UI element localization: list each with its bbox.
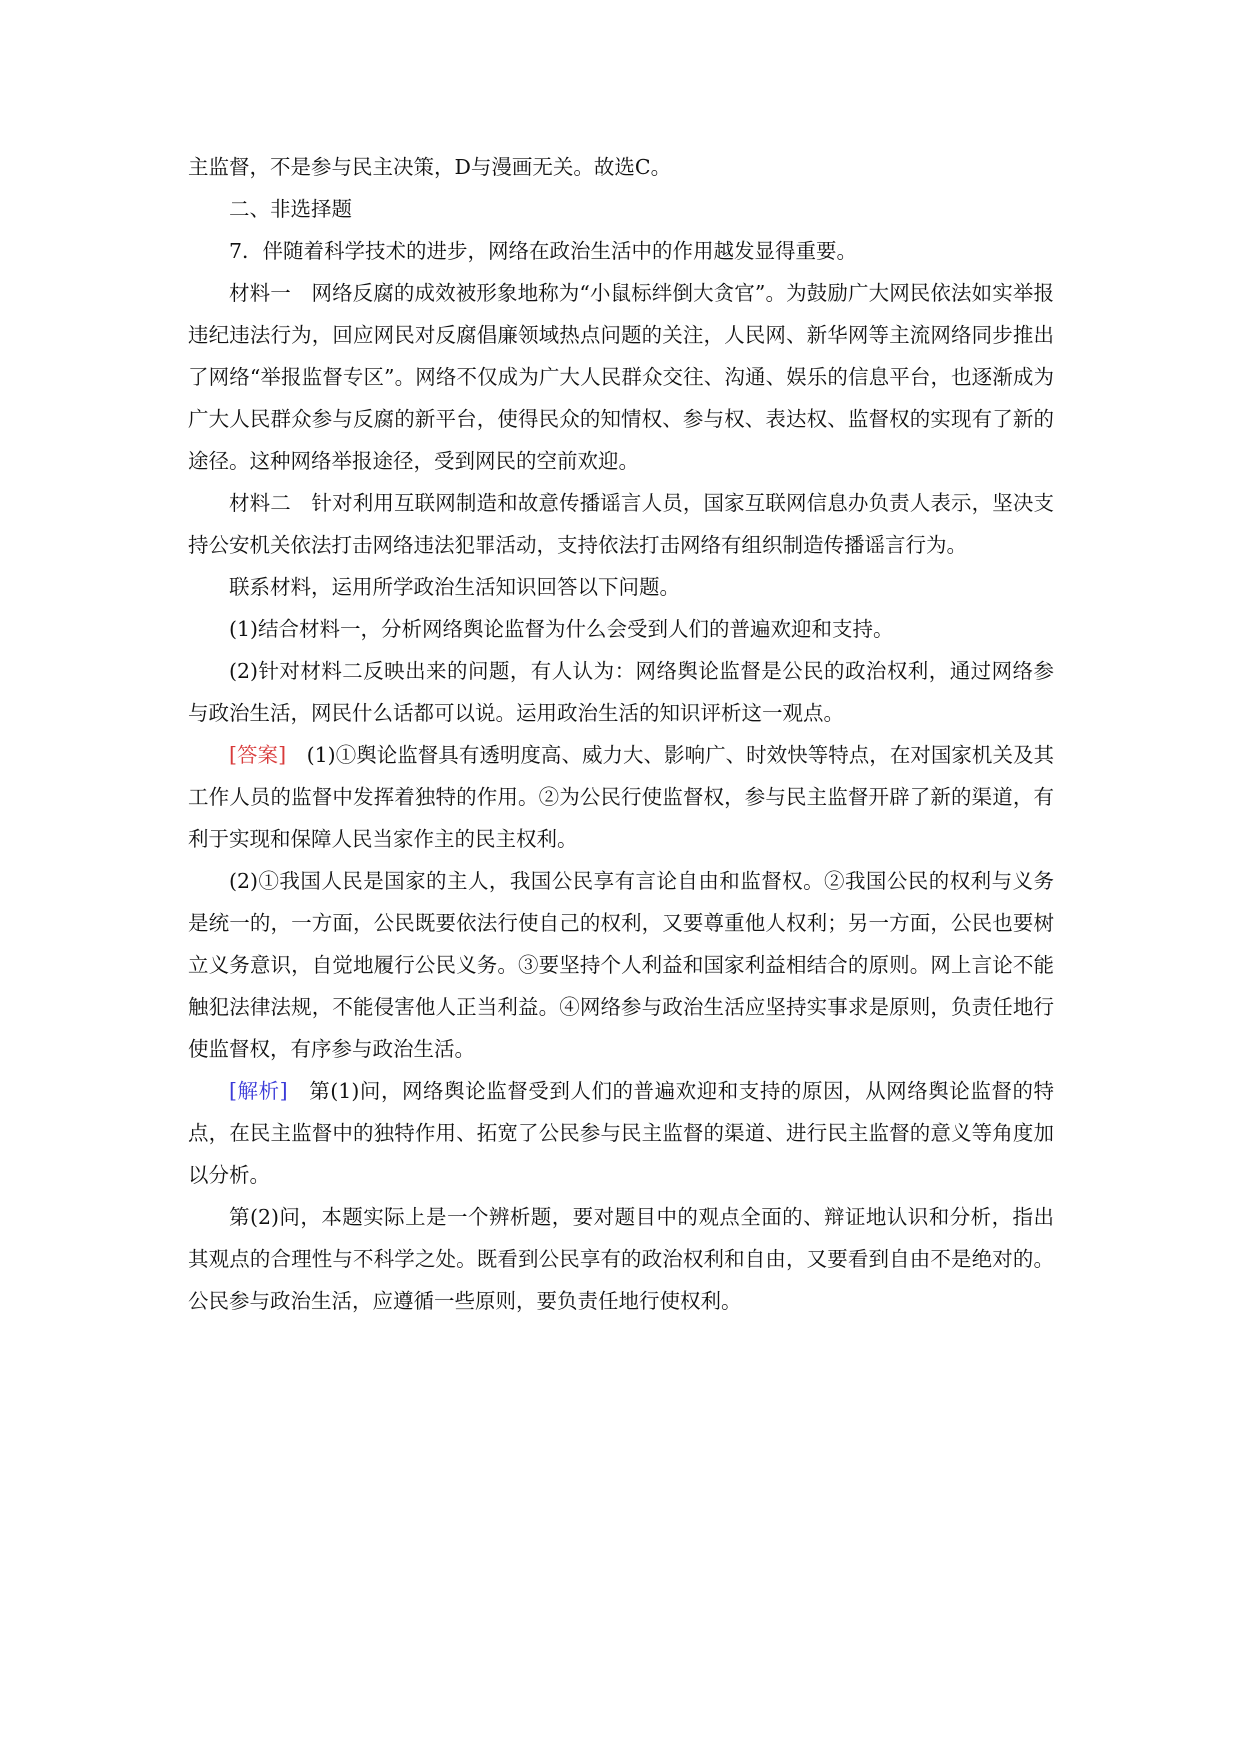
answer-text-1: (1)①舆论监督具有透明度高、威力大、影响广、时效快等特点，在对国家机关及其工作人员的监督中发挥着独特的作用。②为公民行使监督权，参与民主监督开辟了新的渠道，有利于实现和保障人民当家作主的民主权利。: [188, 743, 1054, 851]
analysis-tag: [解析]: [229, 1079, 288, 1103]
sub-question-1: (1)结合材料一，分析网络舆论监督为什么会受到人们的普遍欢迎和支持。: [229, 617, 894, 641]
section-heading: 二、非选择题: [229, 197, 352, 221]
question-7-stem: 7．伴随着科学技术的进步，网络在政治生活中的作用越发显得重要。: [229, 239, 858, 263]
analysis-paragraph-1: [188, 1070, 1054, 1196]
analysis-text-1: 第(1)问，网络舆论监督受到人们的普遍欢迎和支持的原因，从网络舆论监督的特点，在民主监督中的独特作用、拓宽了公民参与民主监督的渠道、进行民主监督的意义等角度加以分析。: [188, 1079, 1054, 1187]
sub-question-2: (2)针对材料二反映出来的问题，有人认为：网络舆论监督是公民的政治权利，通过网络参与政治生活，网民什么话都可以说。运用政治生活的知识评析这一观点。: [188, 659, 1054, 725]
answer-paragraph-1: [188, 734, 1054, 860]
document-page: [188, 146, 1054, 1322]
material-two: 材料二 针对利用互联网制造和故意传播谣言人员，国家互联网信息办负责人表示，坚决支持公安机关依法打击网络违法犯罪活动，支持依法打击网络有组织制造传播谣言行为。: [188, 491, 1054, 557]
question-instruction: 联系材料，运用所学政治生活知识回答以下问题。: [229, 575, 680, 599]
paragraph-previous-answer-end: 主监督，不是参与民主决策，D与漫画无关。故选C。: [188, 155, 672, 179]
answer-tag: [答案]: [229, 743, 287, 767]
answer-paragraph-2: (2)①我国人民是国家的主人，我国公民享有言论自由和监督权。②我国公民的权利与义务是统一的，一方面，公民既要依法行使自己的权利，又要尊重他人权利；另一方面，公民也要树立义务意识，自觉地履行公民义务。③要坚持个人利益和国家利益相结合的原则。网上言论不能触犯法律法规，不能侵害他人正当利益。④网络参与政治生活应坚持实事求是原则，负责任地行使监督权，有序参与政治生活。: [188, 869, 1054, 1061]
analysis-paragraph-2: 第(2)问，本题实际上是一个辨析题，要对题目中的观点全面的、辩证地认识和分析，指出其观点的合理性与不科学之处。既看到公民享有的政治权利和自由，又要看到自由不是绝对的。公民参与政治生活，应遵循一些原则，要负责任地行使权利。: [188, 1205, 1054, 1313]
material-one: 材料一 网络反腐的成效被形象地称为“小鼠标绊倒大贪官”。为鼓励广大网民依法如实举报违纪违法行为，回应网民对反腐倡廉领域热点问题的关注，人民网、新华网等主流网络同步推出了网络“举报监督专区”。网络不仅成为广大人民群众交往、沟通、娱乐的信息平台，也逐渐成为广大人民群众参与反腐的新平台，使得民众的知情权、参与权、表达权、监督权的实现有了新的途径。这种网络举报途径，受到网民的空前欢迎。: [188, 281, 1054, 473]
